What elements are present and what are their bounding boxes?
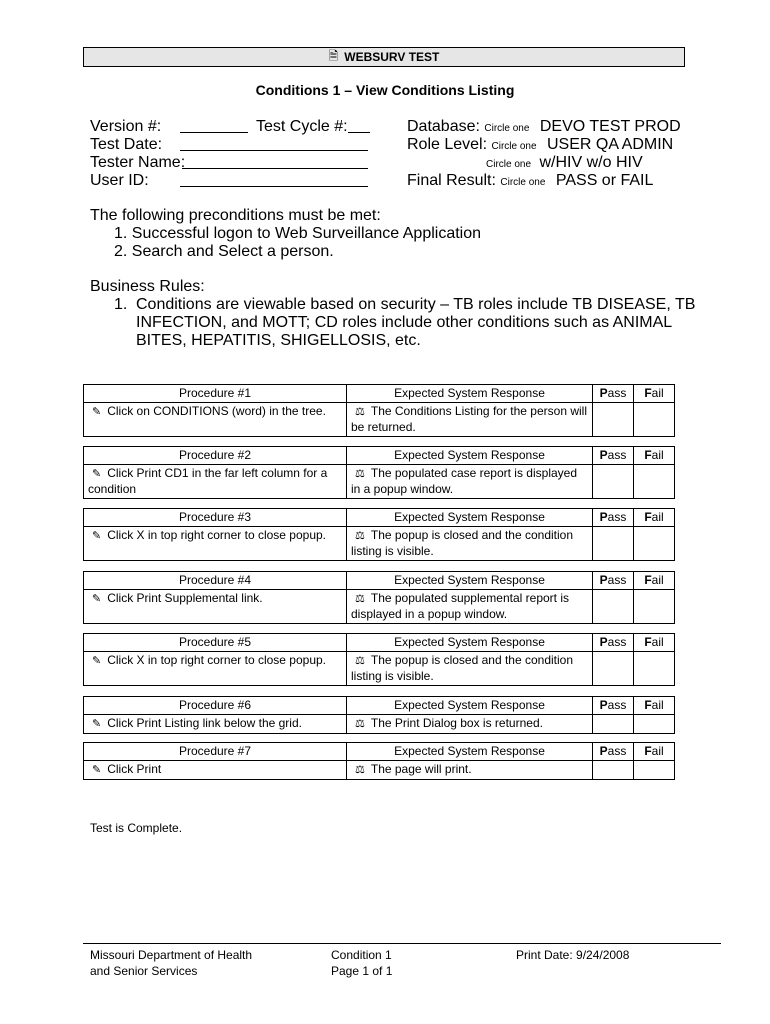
fail-header [634,447,675,465]
fail-rest: ail [651,573,664,587]
fail-rest: ail [651,448,664,462]
role-row [407,136,673,156]
pass-rest: ass [607,573,627,587]
pass-rest: ass [607,448,627,462]
procedure-table [83,742,675,780]
fail-rest: ail [651,386,664,400]
footer-condition [331,947,392,979]
procedure-step [84,527,347,561]
scale-icon: ⚖ [355,468,365,480]
expected-header: Expected System Response [347,447,593,465]
pass-checkbox-cell[interactable] [593,403,634,437]
pass-initial: P [599,386,608,400]
version-label: Version #: [90,118,162,135]
pass-rest: ass [607,510,627,524]
expected-header: Expected System Response [347,743,593,761]
procedure-step-text: Click on CONDITIONS (word) in the tree. [107,404,326,418]
role-options: USER QA ADMIN [546,136,674,153]
tester-name-blank[interactable] [182,154,368,169]
database-row [407,118,681,138]
preconditions-intro: The following preconditions must be met: [90,207,381,224]
pass-header [593,572,634,590]
scale-icon: ⚖ [355,593,365,605]
fail-header [634,509,675,527]
fail-rest: ail [651,698,664,712]
banner-title: WEBSURV TEST [344,50,440,64]
business-rules-heading: Business Rules: [90,278,205,295]
procedure-step [84,652,347,686]
expected-response [347,527,593,561]
final-result-options: PASS or FAIL [555,172,654,189]
pass-initial: P [599,510,608,524]
pencil-icon: ✎ [92,468,102,480]
final-result-row [407,172,653,192]
procedure-step [84,761,347,780]
expected-response [347,715,593,734]
pencil-icon: ✎ [92,593,102,605]
fail-initial: F [644,744,652,758]
procedure-table [83,446,675,499]
circle-one-hint: Circle one [484,123,530,134]
pass-rest: ass [607,635,627,649]
footer-org-line1: Missouri Department of Health [90,948,253,962]
test-cycle-blank[interactable] [348,118,370,133]
pass-checkbox-cell[interactable] [593,527,634,561]
expected-response-text: The popup is closed and the condition listing is visible. [351,653,574,683]
pass-initial: P [599,448,608,462]
expected-response [347,590,593,624]
fail-rest: ail [651,635,664,649]
business-rule-number: 1. [114,296,128,313]
test-cycle-label: Test Cycle #: [256,118,348,135]
test-date-blank[interactable] [180,136,368,151]
fail-initial: F [644,386,652,400]
expected-response-text: The Print Dialog box is returned. [370,716,543,730]
pencil-icon: ✎ [92,406,102,418]
fail-checkbox-cell[interactable] [634,590,675,624]
pass-header [593,743,634,761]
scale-icon: ⚖ [355,718,365,730]
pass-initial: P [599,635,608,649]
expected-response-text: The populated case report is displayed in a popup window. [351,466,578,496]
procedure-step [84,715,347,734]
scale-icon: ⚖ [355,530,365,542]
precondition-item: 2. Search and Select a person. [114,243,334,260]
pass-header [593,509,634,527]
pass-initial: P [599,573,608,587]
procedure-label: Procedure #1 [84,385,347,403]
test-date-label: Test Date: [90,136,163,153]
expected-header: Expected System Response [347,697,593,715]
expected-header: Expected System Response [347,385,593,403]
database-options: DEVO TEST PROD [539,118,681,135]
tester-name-label: Tester Name: [90,154,186,171]
procedure-step [84,465,347,499]
circle-one-hint: Circle one [491,141,537,152]
footer-condition-name: Condition 1 [331,948,392,962]
fail-initial: F [644,635,652,649]
fail-header [634,572,675,590]
pass-initial: P [599,744,608,758]
expected-response [347,465,593,499]
expected-response [347,403,593,437]
procedure-label: Procedure #4 [84,572,347,590]
fail-checkbox-cell[interactable] [634,403,675,437]
procedure-table [83,633,675,686]
expected-response-text: The populated supplemental report is displayed in a popup window. [351,591,569,621]
fail-header [634,743,675,761]
hiv-row [486,154,643,174]
procedure-table [83,384,675,437]
pencil-icon: ✎ [92,764,102,776]
procedure-label: Procedure #5 [84,634,347,652]
database-label: Database: [407,118,480,135]
pass-rest: ass [607,386,627,400]
fail-checkbox-cell[interactable] [634,652,675,686]
fail-rest: ail [651,510,664,524]
pass-checkbox-cell[interactable] [593,715,634,734]
business-rule-text: Conditions are viewable based on security – TB roles include TB DISEASE, TB INFECTION, and MOTT; CD roles include other conditions such as ANIMAL BITES, HEPATITIS, SHIGELLOSIS, etc. [136,296,696,349]
fail-checkbox-cell[interactable] [634,715,675,734]
procedure-label: Procedure #6 [84,697,347,715]
fail-initial: F [644,448,652,462]
pass-checkbox-cell[interactable] [593,590,634,624]
footer-rule [83,943,721,944]
circle-one-hint: Circle one [500,177,546,188]
procedure-table [83,508,675,561]
pencil-icon: ✎ [92,530,102,542]
pencil-icon: ✎ [92,718,102,730]
procedure-label: Procedure #2 [84,447,347,465]
procedure-table [83,696,675,734]
scale-icon: ⚖ [355,406,365,418]
procedure-step-text: Click Print Listing link below the grid. [107,716,302,730]
pass-header [593,447,634,465]
websurv-banner [83,47,685,67]
procedure-step-text: Click Print CD1 in the far left column for a condition [88,466,328,496]
pencil-icon: ✎ [92,655,102,667]
expected-response-text: The popup is closed and the condition listing is visible. [351,528,574,558]
footer-page-number: Page 1 of 1 [331,964,393,978]
role-label: Role Level: [407,136,488,153]
procedure-step-text: Click X in top right corner to close popup. [107,528,326,542]
document-icon: 🗎 [328,48,339,63]
pass-header [593,697,634,715]
hiv-options: w/HIV w/o HIV [539,154,643,171]
version-row [90,118,161,136]
pass-header [593,385,634,403]
procedure-label: Procedure #7 [84,743,347,761]
pass-header [593,634,634,652]
fail-rest: ail [651,744,664,758]
fail-initial: F [644,698,652,712]
precondition-item: 1. Successful logon to Web Surveillance Application [114,225,482,242]
scale-icon: ⚖ [355,764,365,776]
procedure-label: Procedure #3 [84,509,347,527]
procedure-step-text: Click Print [107,762,162,776]
pass-checkbox-cell[interactable] [593,652,634,686]
page-title: Conditions 1 – View Conditions Listing [255,82,515,98]
user-id-blank[interactable] [180,172,368,187]
circle-one-hint: Circle one [486,159,532,170]
footer-org [90,947,252,979]
fail-header [634,697,675,715]
fail-initial: F [644,510,652,524]
fail-checkbox-cell[interactable] [634,465,675,499]
pass-rest: ass [607,698,627,712]
pass-checkbox-cell[interactable] [593,465,634,499]
procedure-step [84,590,347,624]
expected-header: Expected System Response [347,634,593,652]
final-result-label: Final Result: [407,172,496,189]
footer-print-date: Print Date: 9/24/2008 [516,948,630,962]
user-id-label: User ID: [90,172,149,189]
expected-header: Expected System Response [347,509,593,527]
fail-header [634,634,675,652]
procedure-step-text: Click X in top right corner to close popup. [107,653,326,667]
pass-checkbox-cell[interactable] [593,761,634,780]
fail-header [634,385,675,403]
fail-initial: F [644,573,652,587]
expected-response-text: The page will print. [370,762,472,776]
procedure-table [83,571,675,624]
footer-org-line2: and Senior Services [90,964,198,978]
procedure-step-text: Click Print Supplemental link. [107,591,263,605]
scale-icon: ⚖ [355,655,365,667]
expected-response [347,761,593,780]
fail-checkbox-cell[interactable] [634,527,675,561]
expected-header: Expected System Response [347,572,593,590]
version-blank[interactable] [180,118,248,133]
pass-initial: P [599,698,608,712]
fail-checkbox-cell[interactable] [634,761,675,780]
procedure-step [84,403,347,437]
expected-response [347,652,593,686]
expected-response-text: The Conditions Listing for the person will be returned. [351,404,587,434]
completion-note: Test is Complete. [90,821,183,835]
pass-rest: ass [607,744,627,758]
